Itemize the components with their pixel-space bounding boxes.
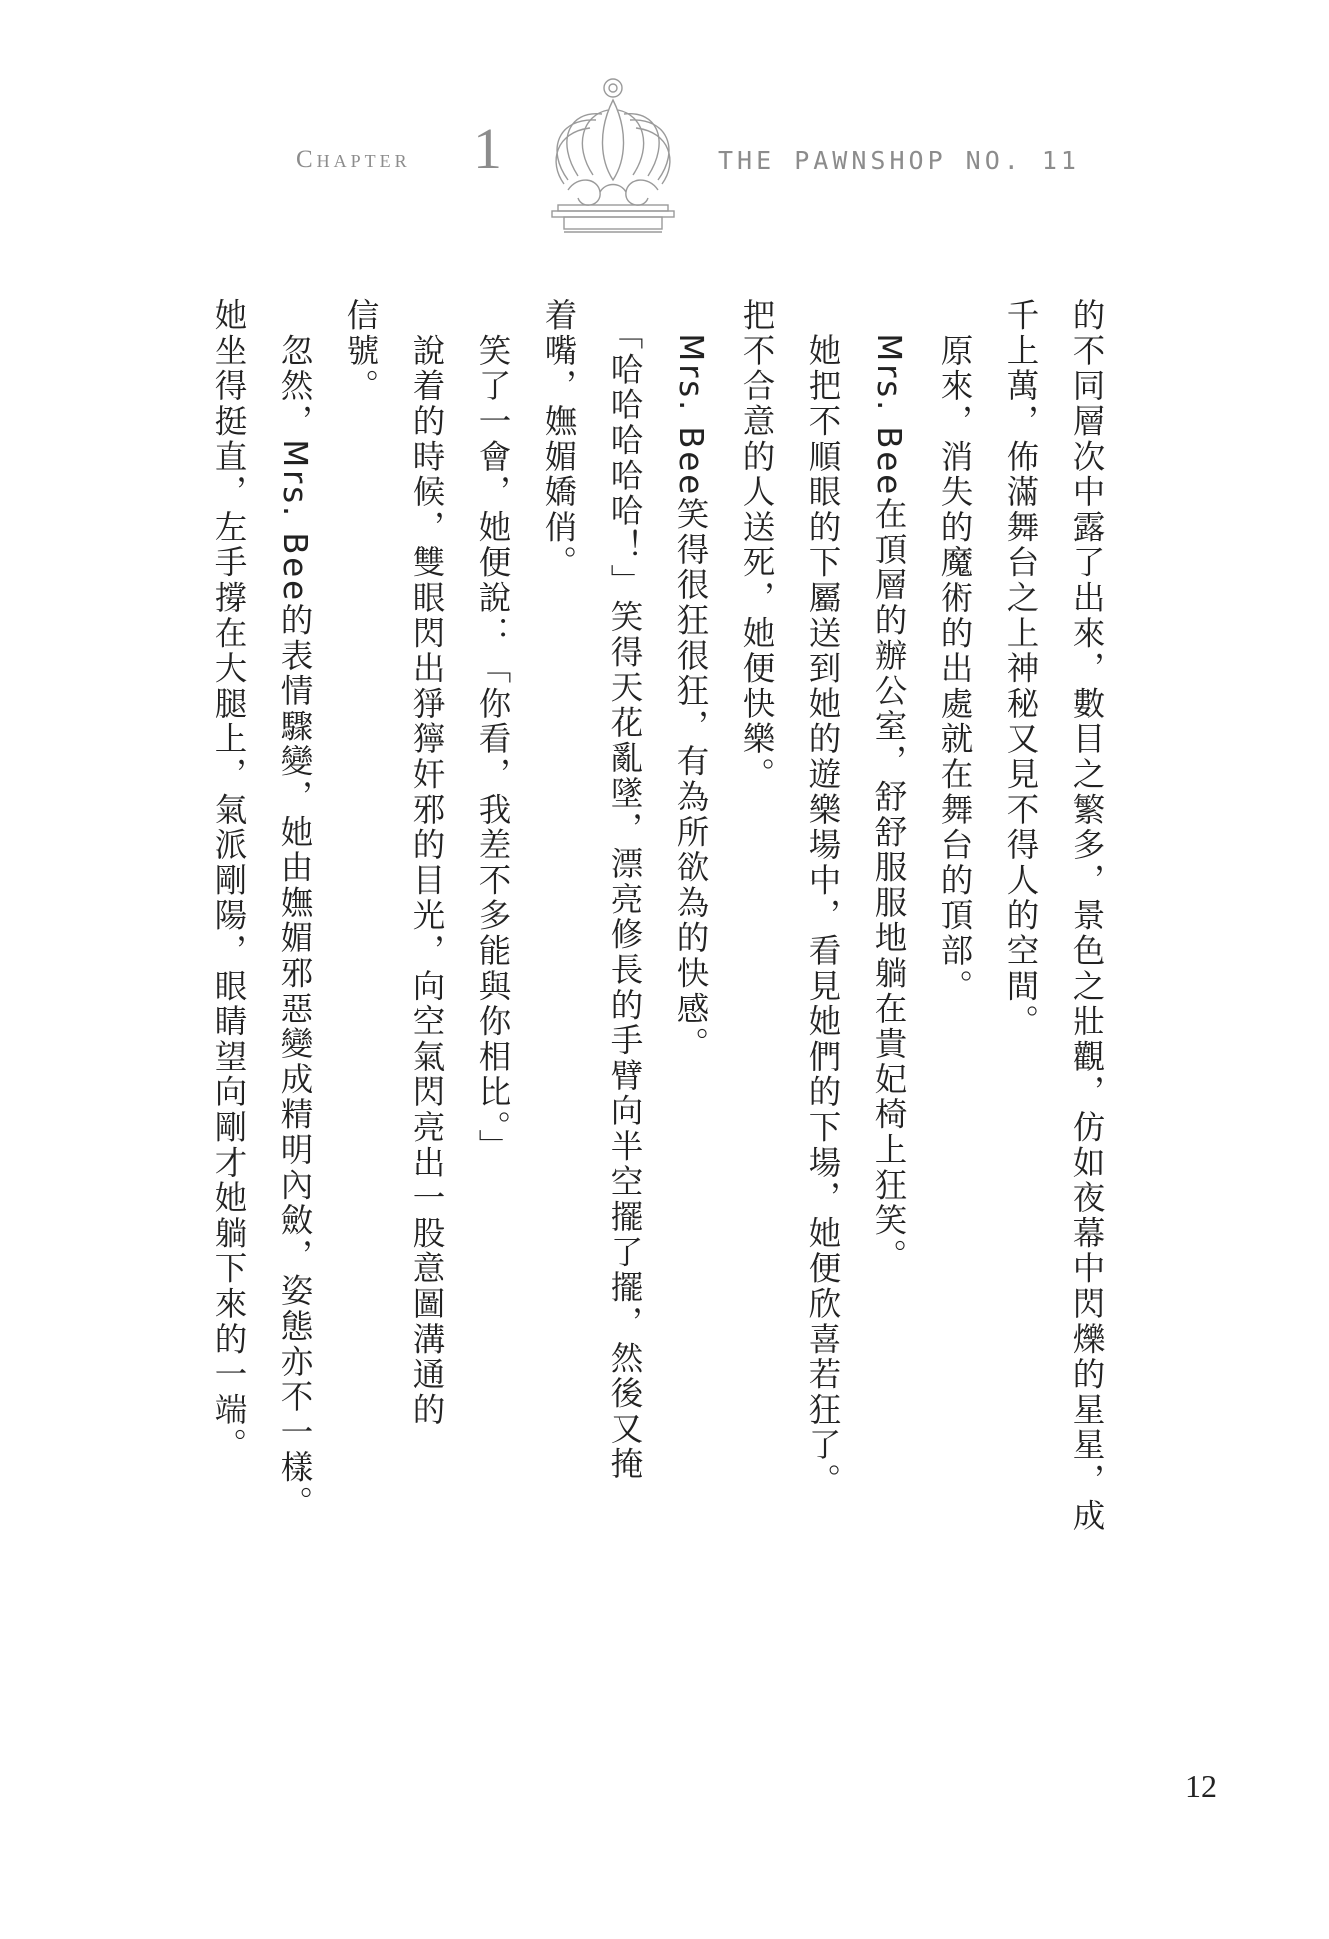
- text-line: 把不合意的人送死，她便快樂。: [738, 298, 776, 793]
- text-line: Mrs. Bee笑得很狂很狂，有為所欲為的快感。: [672, 298, 710, 1062]
- text-line: 原來，消失的魔術的出處就在舞台的頂部。: [936, 298, 974, 1004]
- text-line: 說着的時候，雙眼閃出猙獰奸邪的目光，向空氣閃亮出一股意圖溝通的: [408, 298, 446, 1428]
- text-line: 她坐得挺直，左手撐在大腿上，氣派剛陽，眼睛望向剛才她躺下來的一端。: [210, 298, 248, 1463]
- text-line: 的不同層次中露了出來，數目之繁多，景色之壯觀，仿如夜幕中閃爍的星星，成: [1068, 298, 1106, 1534]
- text-line: 「哈哈哈哈哈！」笑得天花亂墜，漂亮修長的手臂向半空擺了擺，然後又掩: [606, 298, 644, 1482]
- page-number: 12: [1185, 1768, 1217, 1804]
- chapter-number: 1: [473, 116, 502, 181]
- chapter-label: Chapter: [296, 146, 411, 173]
- text-line: 着嘴，嫵媚嬌俏。: [540, 298, 578, 581]
- text-line: 忽然，Mrs. Bee的表情驟變，她由嫵媚邪惡變成精明內斂，姿態亦不一樣。: [276, 298, 314, 1521]
- text-line: 信號。: [342, 298, 380, 404]
- text-line: 笑了一會，她便說：「你看，我差不多能與你相比。」: [474, 298, 512, 1165]
- vertical-body-text: [210, 298, 1120, 1698]
- text-line: Mrs. Bee在頂層的辦公室，舒舒服服地躺在貴妃椅上狂笑。: [870, 298, 908, 1274]
- text-line: 她把不順眼的下屬送到她的遊樂場中，看見她們的下場，她便欣喜若狂了。: [804, 298, 842, 1499]
- running-header: [0, 0, 1329, 270]
- book-title: THE PAWNSHOP NO. 11: [718, 146, 1080, 175]
- text-line: 千上萬，佈滿舞台之上神秘又見不得人的空間。: [1002, 298, 1040, 1040]
- palmette-ornament-icon: [538, 70, 688, 240]
